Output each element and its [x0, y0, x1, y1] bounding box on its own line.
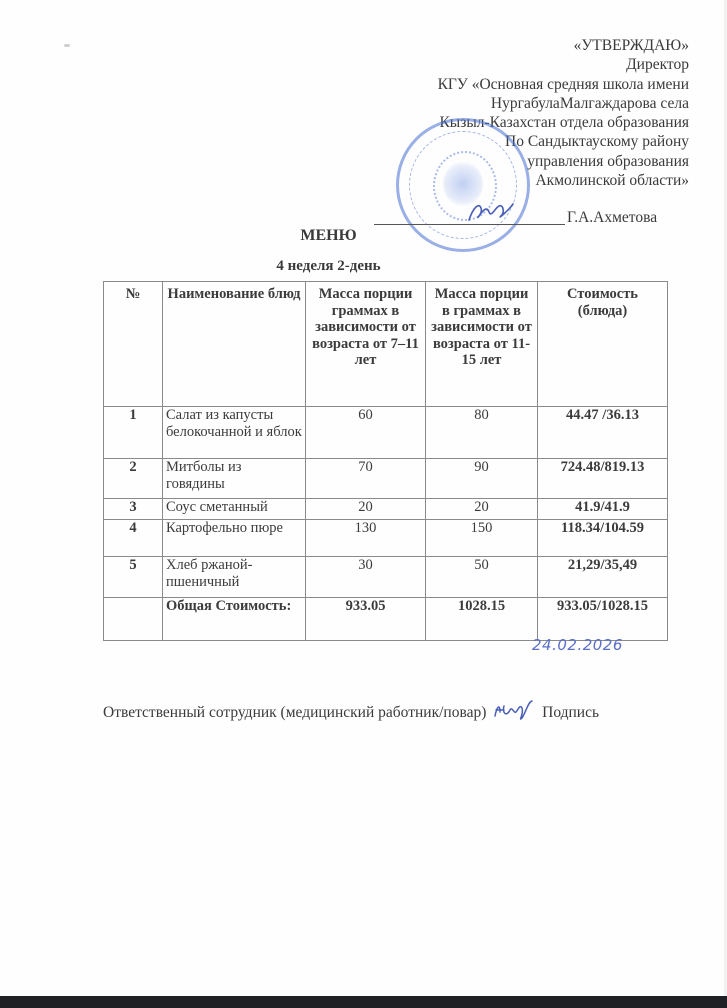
responsible-label: Ответственный сотрудник (медицинский работник/повар) — [103, 704, 487, 721]
approval-line: НургабулаМалгаждарова села — [490, 94, 689, 112]
mass-11-15: 90 — [426, 459, 538, 499]
total-label: Общая Стоимость: — [163, 598, 306, 641]
signature-line — [374, 224, 565, 225]
row-number: 4 — [104, 520, 163, 557]
column-header-cost: Стоимость (блюда) — [538, 282, 668, 407]
dish-name: Митболы из говядины — [163, 459, 306, 499]
approval-line: Директор — [626, 56, 689, 74]
approval-line: Кызыл-Казахстан отдела образования — [439, 114, 689, 132]
dish-name: Хлеб ржаной-пшеничный — [163, 557, 306, 598]
mass-11-15: 50 — [426, 557, 538, 598]
scan-speck — [64, 44, 70, 47]
table-row — [104, 407, 668, 459]
row-number: 5 — [104, 557, 163, 598]
dish-name: Соус сметанный — [163, 499, 306, 520]
column-header-number: № — [104, 282, 163, 407]
row-number: 1 — [104, 407, 163, 459]
row-number: 3 — [104, 499, 163, 520]
column-header-mass-11-15: Масса порции в граммах в зависимости от возраста от 11-15 лет — [426, 282, 538, 407]
cook-signature-icon — [492, 700, 536, 722]
approval-line: Акмолинской области» — [535, 172, 689, 190]
handwritten-date: 24.02.2026 — [532, 636, 623, 654]
signature-label: Подпись — [542, 704, 600, 721]
column-header-mass-7-11: Масса порции граммах в зависимости от возраста от 7–11 лет — [306, 282, 426, 407]
approval-line: «УТВЕРЖДАЮ» — [573, 37, 689, 54]
table-row — [104, 459, 668, 499]
director-signature-icon — [465, 198, 515, 226]
table-row — [104, 520, 668, 557]
dish-cost: 44.47 /36.13 — [538, 407, 668, 459]
table-row — [104, 499, 668, 520]
dish-cost: 118.34/104.59 — [538, 520, 668, 557]
page-title: МЕНЮ — [300, 227, 357, 244]
mass-7-11: 20 — [306, 499, 426, 520]
signer-name: Г.А.Ахметова — [567, 209, 658, 226]
responsible-line — [103, 700, 599, 722]
dish-cost: 41.9/41.9 — [538, 499, 668, 520]
approval-line: По Сандыктаускому району — [505, 133, 689, 151]
mass-7-11: 130 — [306, 520, 426, 557]
row-number: 2 — [104, 459, 163, 499]
mass-11-15: 150 — [426, 520, 538, 557]
approval-line: управления образования — [527, 152, 689, 170]
total-number-empty — [104, 598, 163, 641]
dish-name: Салат из капусты белокочанной и яблок — [163, 407, 306, 459]
page-subtitle: 4 неделя 2-день — [276, 258, 381, 274]
mass-7-11: 60 — [306, 407, 426, 459]
mass-7-11: 70 — [306, 459, 426, 499]
dish-cost: 724.48/819.13 — [538, 459, 668, 499]
approval-line: КГУ «Основная средняя школа имени — [437, 75, 689, 93]
menu-table — [103, 281, 668, 641]
column-header-dish: Наименование блюд — [163, 282, 306, 407]
dish-cost: 21,29/35,49 — [538, 557, 668, 598]
mass-11-15: 20 — [426, 499, 538, 520]
mass-11-15: 80 — [426, 407, 538, 459]
mass-7-11: 30 — [306, 557, 426, 598]
table-header-row — [104, 282, 668, 407]
table-total-row — [104, 598, 668, 641]
total-cost: 933.05/1028.15 — [538, 598, 668, 641]
dish-name: Картофельно пюре — [163, 520, 306, 557]
total-mass-11-15: 1028.15 — [426, 598, 538, 641]
scan-bottom-edge — [0, 996, 727, 1008]
total-mass-7-11: 933.05 — [306, 598, 426, 641]
table-row — [104, 557, 668, 598]
